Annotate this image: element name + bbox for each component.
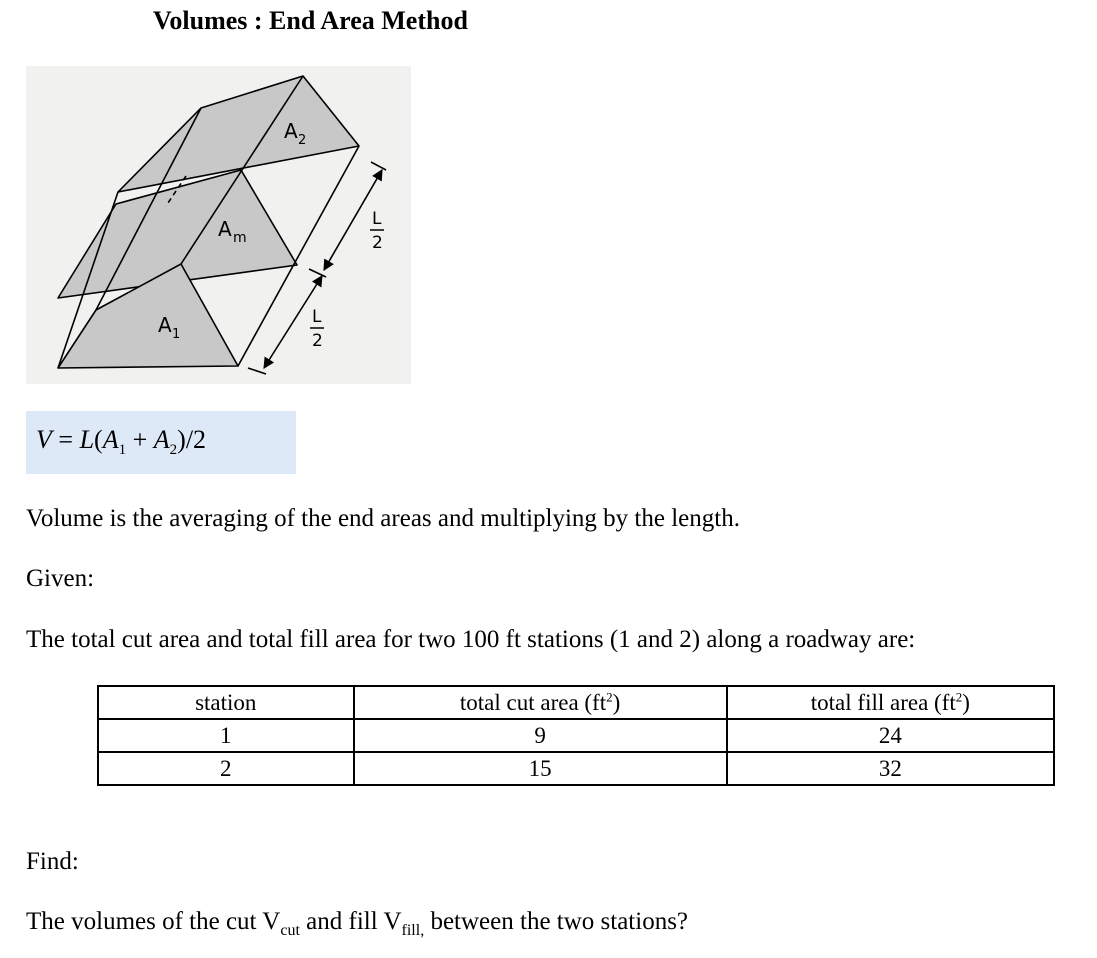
find-description: The volumes of the cut $V_{cut}$ and fill $V_{fill,}$ between the two stations? [26,908,689,939]
label-am-sub: m [233,230,247,246]
cell-station: 2 [98,752,354,785]
formula-eq: = [51,425,80,454]
cell-cut-area: 15 [354,752,727,785]
header-fill-area: total fill area $(ft^2)$ [727,686,1054,719]
cell-fill-area: 24 [727,719,1054,752]
frac-bottom-den: 2 [312,331,323,351]
header-cut-area: total cut area $(ft^2)$ [354,686,727,719]
end-area-figure [26,66,411,384]
cell-cut-area: 9 [354,719,727,752]
formula-plus: + [126,425,154,454]
cell-fill-area: 32 [727,752,1054,785]
frac-bottom-num: L [312,307,322,327]
frac-top-num: L [372,209,382,229]
label-a1-sub: 1 [172,327,181,342]
formula-a2: A [153,425,170,454]
volume-formula [36,425,206,459]
volume-description: Volume is the averaging of the end areas and multiplying by the length. [26,505,740,532]
label-am: A [218,217,232,241]
frac-top-den: 2 [372,233,383,253]
formula-box [26,411,296,474]
label-a2-sub: 2 [298,133,307,148]
formula-l: L [79,425,95,454]
sub-fill: fill, [401,922,425,939]
formula-close: )/2 [177,425,207,454]
formula-v: V [36,425,52,454]
table-row [98,752,1054,785]
station-area-table [97,685,1055,786]
prism-diagram [26,66,411,384]
given-heading: Given: [26,565,95,592]
label-a1: A [158,313,172,337]
table-row [98,719,1054,752]
label-a2: A [284,119,298,143]
formula-a1: A [102,425,119,454]
page-title: Volumes : End Area Method [153,6,468,35]
formula-open: ( [94,425,103,454]
given-description: The total cut area and total fill area for two 100 ft stations (1 and 2) along a roadway are: [26,626,916,653]
find-heading: Find: [26,848,79,875]
cell-station: 1 [98,719,354,752]
table-header-row [98,686,1054,719]
header-station: station [98,686,354,719]
formula-sub1: 1 [118,442,127,459]
formula-sub2: 2 [169,442,178,459]
sub-cut: cut [280,922,300,939]
